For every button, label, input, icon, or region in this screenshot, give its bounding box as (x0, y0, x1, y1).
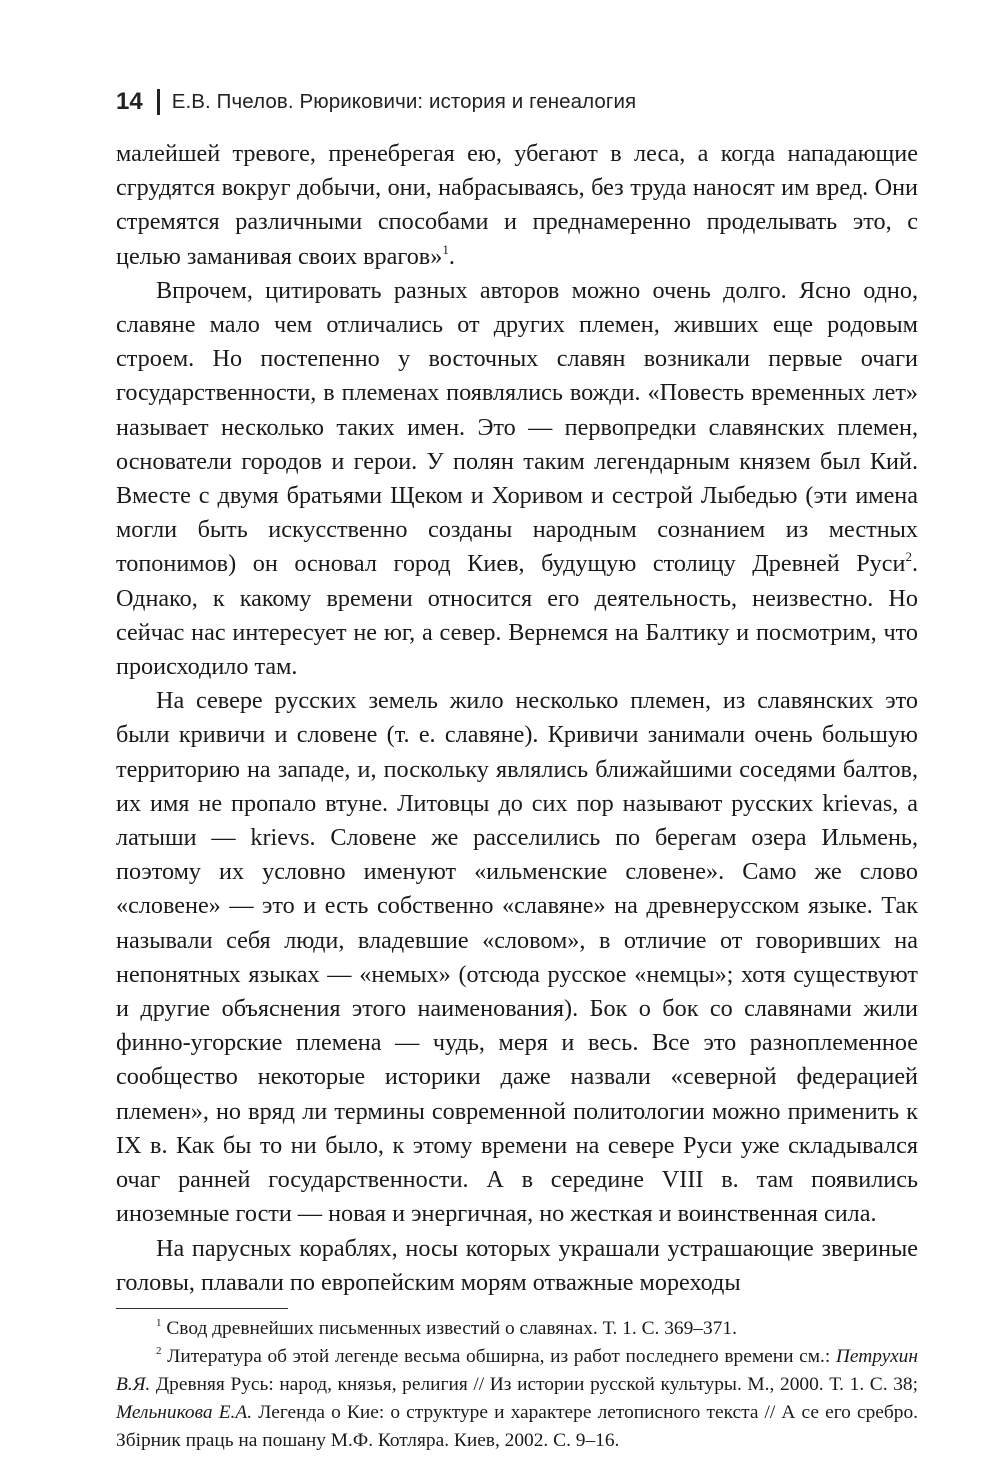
footnote-ref[interactable]: 1 (442, 241, 449, 257)
footnote: $^1$ Свод древнейших письменных известий о славянах. Т. 1. С. 369–371. (156, 1317, 737, 1340)
footnote: $^2$ Литература об этой легенде весьма обширна, из работ последнего времени см.: Петрухин В.Я. Древняя Русь: народ, князья, религия // Из истории русской культуры. М., 2000. Т. 1. С. 38; Мельникова Е.А. Легенда о Кие: о структуре и характере летописного текста // А се его сребро. Збірник праць на пошану М.Ф. Котляра. Киев, 2002. С. 9–16. (116, 1345, 918, 1452)
footnote-number: 2 (156, 1345, 162, 1358)
footnotes (116, 1315, 918, 1455)
main-text (116, 137, 918, 1300)
page-number: 14 (116, 88, 143, 115)
book-page (116, 80, 918, 1455)
running-header (116, 80, 918, 124)
paragraph: Впрочем, цитировать разных авторов можно очень долго. Ясно одно, славяне мало чем отличались от других племен, живших еще родовым строем. Но постепенно у восточных славян возникали первые очаги государственности, в племенах появлялись вожди. «Повесть временных лет» называет несколько таких имен. Это — первопредки славянских племен, основатели городов и герои. У полян таким легендарным князем был Кий. Вместе с двумя братьями Щеком и Хоривом и сестрой Лыбедью (эти имена могли быть искусственно созданы народным сознанием из местных топонимов) он основал город Киев, будущую столицу Древней Руси$^2$. Однако, к какому времени относится его деятельность, неизвестно. Но сейчас нас интересует не юг, а север. Вернемся на Балтику и посмотрим, что происходило там. (116, 276, 918, 681)
author-name: Мельникова Е.А. (116, 1402, 253, 1424)
paragraph: малейшей тревоге, пренебрегая ею, убегают в леса, а когда нападающие сгрудятся вокруг добычи, они, набрасываясь, без труда наносят им вред. Они стремятся различными способами и преднамеренно проделывать это, с целью заманивая своих врагов»$^1$. (116, 140, 918, 270)
paragraph: На севере русских земель жило несколько племен, из славянских это были кривичи и словене (т. е. славяне). Кривичи занимали очень большую территорию на западе, и, поскольку являлись ближайшими соседями балтов, их имя не пропало втуне. Литовцы до сих пор называют русских krievas, а латыши — krievs. Словене же расселились по берегам озера Ильмень, поэтому их условно именуют «ильменские словене». Само же слово «словене» — это и есть собственно «славяне» на древнерусском языке. Так называли себя люди, владевшие «словом», в отличие от говоривших на непонятных языках — «немых» (отсюда русское «немцы»; хотя существуют и другие объяснения этого наименования). Бок о бок со славянами жили финно-угорские племена — чудь, меря и весь. Все это разноплеменное сообщество некоторые историки даже назвали «северной федерацией племен», но вряд ли термины современной политологии можно применить к IX в. Как бы то ни было, к этому времени на севере Руси уже складывался очаг ранней государственности. А в середине VIII в. там появились иноземные гости — новая и энергичная, но жесткая и воинственная сила. (116, 687, 918, 1228)
author-name: Петрухин В.Я. (116, 1346, 918, 1396)
footnote-ref[interactable]: 2 (905, 549, 912, 565)
header-divider (157, 89, 160, 115)
footnote-separator (116, 1308, 288, 1310)
paragraph: На парусных кораблях, носы которых украшали устрашающие звериные головы, плавали по европейским морям отважные мореходы (116, 1234, 918, 1296)
book-title: Е.В. Пчелов. Рюриковичи: история и генеалогия (171, 90, 637, 113)
footnote-number: 1 (156, 1317, 162, 1330)
